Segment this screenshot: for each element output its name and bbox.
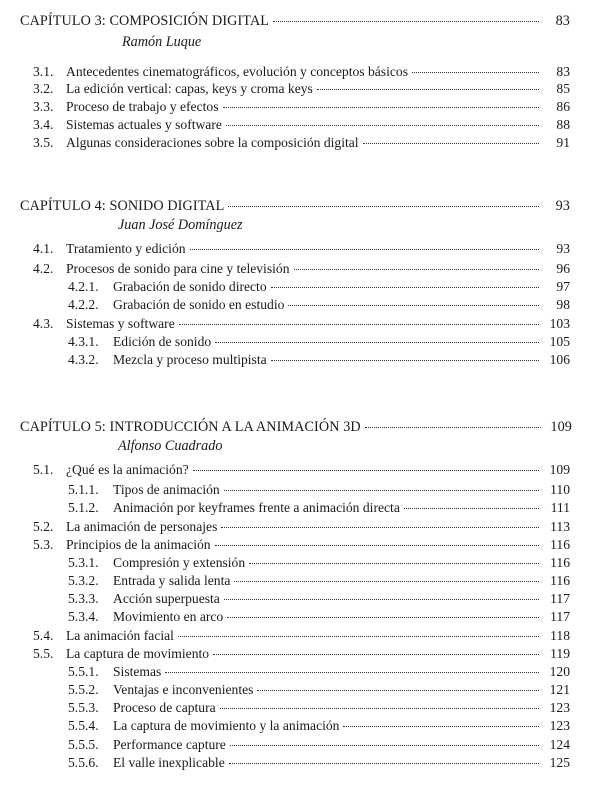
subsection-number: 5.5.3.	[68, 700, 99, 715]
toc-subentry[interactable]	[68, 572, 570, 590]
page-number: 117	[550, 609, 570, 624]
subsection-number: 5.5.1.	[68, 664, 99, 679]
section-title: La edición vertical: capas, keys y croma keys	[66, 81, 313, 96]
toc-entry[interactable]	[33, 645, 570, 663]
page-number: 116	[550, 537, 570, 552]
chapter-4-author: Juan José Domínguez	[118, 217, 243, 233]
section-number: 5.1.	[33, 462, 54, 477]
page-number: 116	[550, 573, 570, 588]
toc-subentry[interactable]	[68, 754, 570, 772]
subsection-number: 5.1.1.	[68, 482, 99, 497]
section-number: 5.5.	[33, 646, 54, 661]
toc-entry[interactable]	[33, 80, 570, 98]
section-title: Tratamiento y edición	[66, 241, 186, 256]
subsection-number: 5.5.4.	[68, 718, 99, 733]
subsection-title: Performance capture	[113, 737, 226, 752]
subsection-number: 5.3.3.	[68, 591, 99, 606]
section-number: 3.3.	[33, 99, 54, 114]
dot-leader	[179, 324, 539, 325]
subsection-number: 5.5.2.	[68, 682, 99, 697]
dot-leader	[273, 21, 539, 22]
page-number: 96	[556, 261, 570, 276]
page-number: 93	[555, 198, 570, 214]
subsection-number: 5.1.2.	[68, 500, 99, 515]
section-number: 4.1.	[33, 241, 54, 256]
section-title: Procesos de sonido para cine y televisión	[66, 261, 290, 276]
page-number: 119	[550, 646, 570, 661]
subsection-title: Grabación de sonido en estudio	[113, 297, 285, 312]
subsection-number: 4.2.2.	[68, 297, 99, 312]
subsection-number: 5.3.4.	[68, 609, 99, 624]
section-title: Proceso de trabajo y efectos	[66, 99, 219, 114]
subsection-title: Ventajas e inconvenientes	[113, 682, 254, 697]
page-number: 98	[556, 297, 570, 312]
page-number: 111	[550, 500, 570, 515]
toc-entry[interactable]	[33, 134, 570, 152]
section-number: 4.3.	[33, 316, 54, 331]
dot-leader	[228, 206, 539, 207]
subsection-title: Tipos de animación	[113, 482, 220, 497]
toc-subentry[interactable]	[68, 278, 570, 296]
dot-leader	[294, 269, 540, 270]
section-title: La animación de personajes	[66, 519, 218, 534]
subsection-title: Movimiento en arco	[113, 609, 224, 624]
page-number: 109	[549, 462, 570, 477]
dot-leader	[365, 427, 541, 428]
section-number: 3.2.	[33, 81, 54, 96]
dot-leader	[234, 581, 539, 582]
subsection-title: Entrada y salida lenta	[113, 573, 231, 588]
dot-leader	[221, 527, 539, 528]
dot-leader	[223, 107, 540, 108]
chapter-3-author: Ramón Luque	[122, 34, 202, 50]
page-number: 88	[556, 117, 570, 132]
toc-entry[interactable]	[33, 518, 570, 536]
section-title: Sistemas y software	[66, 316, 175, 331]
dot-leader	[178, 636, 539, 637]
subsection-number: 5.5.5.	[68, 737, 99, 752]
dot-leader	[343, 726, 539, 727]
toc-entry[interactable]	[33, 98, 570, 116]
chapter-3-heading[interactable]	[20, 12, 570, 30]
subsection-number: 5.3.1.	[68, 555, 99, 570]
page-number: 91	[556, 135, 570, 150]
subsection-number: 5.3.2.	[68, 573, 99, 588]
toc-subentry[interactable]	[68, 554, 570, 572]
section-title: La animación facial	[66, 628, 174, 643]
chapter-5-heading[interactable]	[20, 418, 572, 436]
section-title: Principios de la animación	[66, 537, 211, 552]
toc-subentry[interactable]	[68, 499, 570, 517]
page-number: 118	[550, 628, 570, 643]
toc-subentry[interactable]	[68, 736, 570, 754]
page-number: 86	[556, 99, 570, 114]
subsection-title: La captura de movimiento y la animación	[113, 718, 340, 733]
page-number: 125	[549, 755, 570, 770]
page-number: 93	[556, 241, 570, 256]
dot-leader	[271, 287, 539, 288]
dot-leader	[257, 690, 539, 691]
page-number: 85	[556, 81, 570, 96]
subsection-title: Acción superpuesta	[113, 591, 220, 606]
toc-subentry[interactable]	[68, 608, 570, 626]
toc-subentry[interactable]	[68, 333, 570, 351]
section-number: 3.1.	[33, 64, 54, 79]
dot-leader	[220, 708, 539, 709]
section-title: Algunas consideraciones sobre la composición digital	[66, 135, 359, 150]
subsection-number: 4.3.2.	[68, 352, 99, 367]
toc-subentry[interactable]	[68, 699, 570, 717]
page-number: 117	[550, 591, 570, 606]
toc-subentry[interactable]	[68, 663, 570, 681]
subsection-number: 4.3.1.	[68, 334, 99, 349]
toc-subentry[interactable]	[68, 296, 570, 314]
section-number: 5.4.	[33, 628, 54, 643]
toc-subentry[interactable]	[68, 590, 570, 608]
subsection-title: Grabación de sonido directo	[113, 279, 267, 294]
section-number: 5.2.	[33, 519, 54, 534]
dot-leader	[227, 617, 539, 618]
toc-subentry[interactable]	[68, 717, 570, 735]
dot-leader	[229, 763, 539, 764]
dot-leader	[363, 143, 539, 144]
subsection-title: Animación por keyframes frente a animación directa	[113, 500, 400, 515]
dot-leader	[288, 305, 539, 306]
page-number: 124	[549, 737, 570, 752]
subsection-number: 4.2.1.	[68, 279, 99, 294]
subsection-title: Compresión y extensión	[113, 555, 246, 570]
dot-leader	[190, 249, 539, 250]
page-number: 123	[549, 700, 570, 715]
dot-leader	[215, 342, 539, 343]
toc-entry[interactable]	[33, 260, 570, 278]
subsection-title: Sistemas	[113, 664, 162, 679]
dot-leader	[165, 672, 539, 673]
page-number: 106	[549, 352, 570, 367]
chapter-title: CAPÍTULO 4: SONIDO DIGITAL	[20, 198, 225, 214]
toc-entry[interactable]	[33, 627, 570, 645]
section-number: 4.2.	[33, 261, 54, 276]
section-number: 3.4.	[33, 117, 54, 132]
section-title: Antecedentes cinematográficos, evolución y conceptos básicos	[66, 64, 408, 79]
page-number: 97	[556, 279, 570, 294]
toc-subentry[interactable]	[68, 481, 570, 499]
section-number: 3.5.	[33, 135, 54, 150]
subsection-title: Mezcla y proceso multipista	[113, 352, 267, 367]
chapter-title: CAPÍTULO 5: INTRODUCCIÓN A LA ANIMACIÓN 3D	[20, 419, 361, 435]
dot-leader	[193, 470, 539, 471]
toc-entry[interactable]	[33, 536, 570, 554]
dot-leader	[271, 360, 539, 361]
dot-leader	[224, 599, 539, 600]
dot-leader	[224, 490, 539, 491]
page-number: 121	[549, 682, 570, 697]
page-number: 110	[550, 482, 570, 497]
dot-leader	[412, 72, 539, 73]
page-number: 103	[549, 316, 570, 331]
subsection-number: 5.5.6.	[68, 755, 99, 770]
page-number: 109	[550, 419, 572, 435]
chapter-title: CAPÍTULO 3: COMPOSICIÓN DIGITAL	[20, 13, 270, 29]
page-number: 83	[556, 64, 570, 79]
subsection-title: Proceso de captura	[113, 700, 216, 715]
section-title: La captura de movimiento	[66, 646, 210, 661]
toc-entry[interactable]	[33, 461, 570, 479]
subsection-title: Edición de sonido	[113, 334, 212, 349]
section-title: ¿Qué es la animación?	[66, 462, 189, 477]
toc-subentry[interactable]	[68, 351, 570, 369]
toc-entry[interactable]	[33, 63, 570, 81]
dot-leader	[213, 654, 539, 655]
page-number: 120	[549, 664, 570, 679]
page-number: 113	[550, 519, 570, 534]
section-title: Sistemas actuales y software	[66, 117, 222, 132]
toc-entry[interactable]	[33, 315, 570, 333]
toc-entry[interactable]	[33, 240, 570, 258]
toc-entry[interactable]	[33, 116, 570, 134]
section-number: 5.3.	[33, 537, 54, 552]
dot-leader	[404, 508, 539, 509]
dot-leader	[317, 89, 539, 90]
dot-leader	[215, 545, 539, 546]
page-number: 123	[549, 718, 570, 733]
dot-leader	[230, 745, 539, 746]
chapter-5-author: Alfonso Cuadrado	[118, 438, 223, 454]
page-number: 105	[549, 334, 570, 349]
dot-leader	[249, 563, 539, 564]
chapter-4-heading[interactable]	[20, 197, 570, 215]
dot-leader	[226, 125, 539, 126]
subsection-title: El valle inexplicable	[113, 755, 225, 770]
page-number: 83	[555, 13, 570, 29]
toc-subentry[interactable]	[68, 681, 570, 699]
page-number: 116	[550, 555, 570, 570]
